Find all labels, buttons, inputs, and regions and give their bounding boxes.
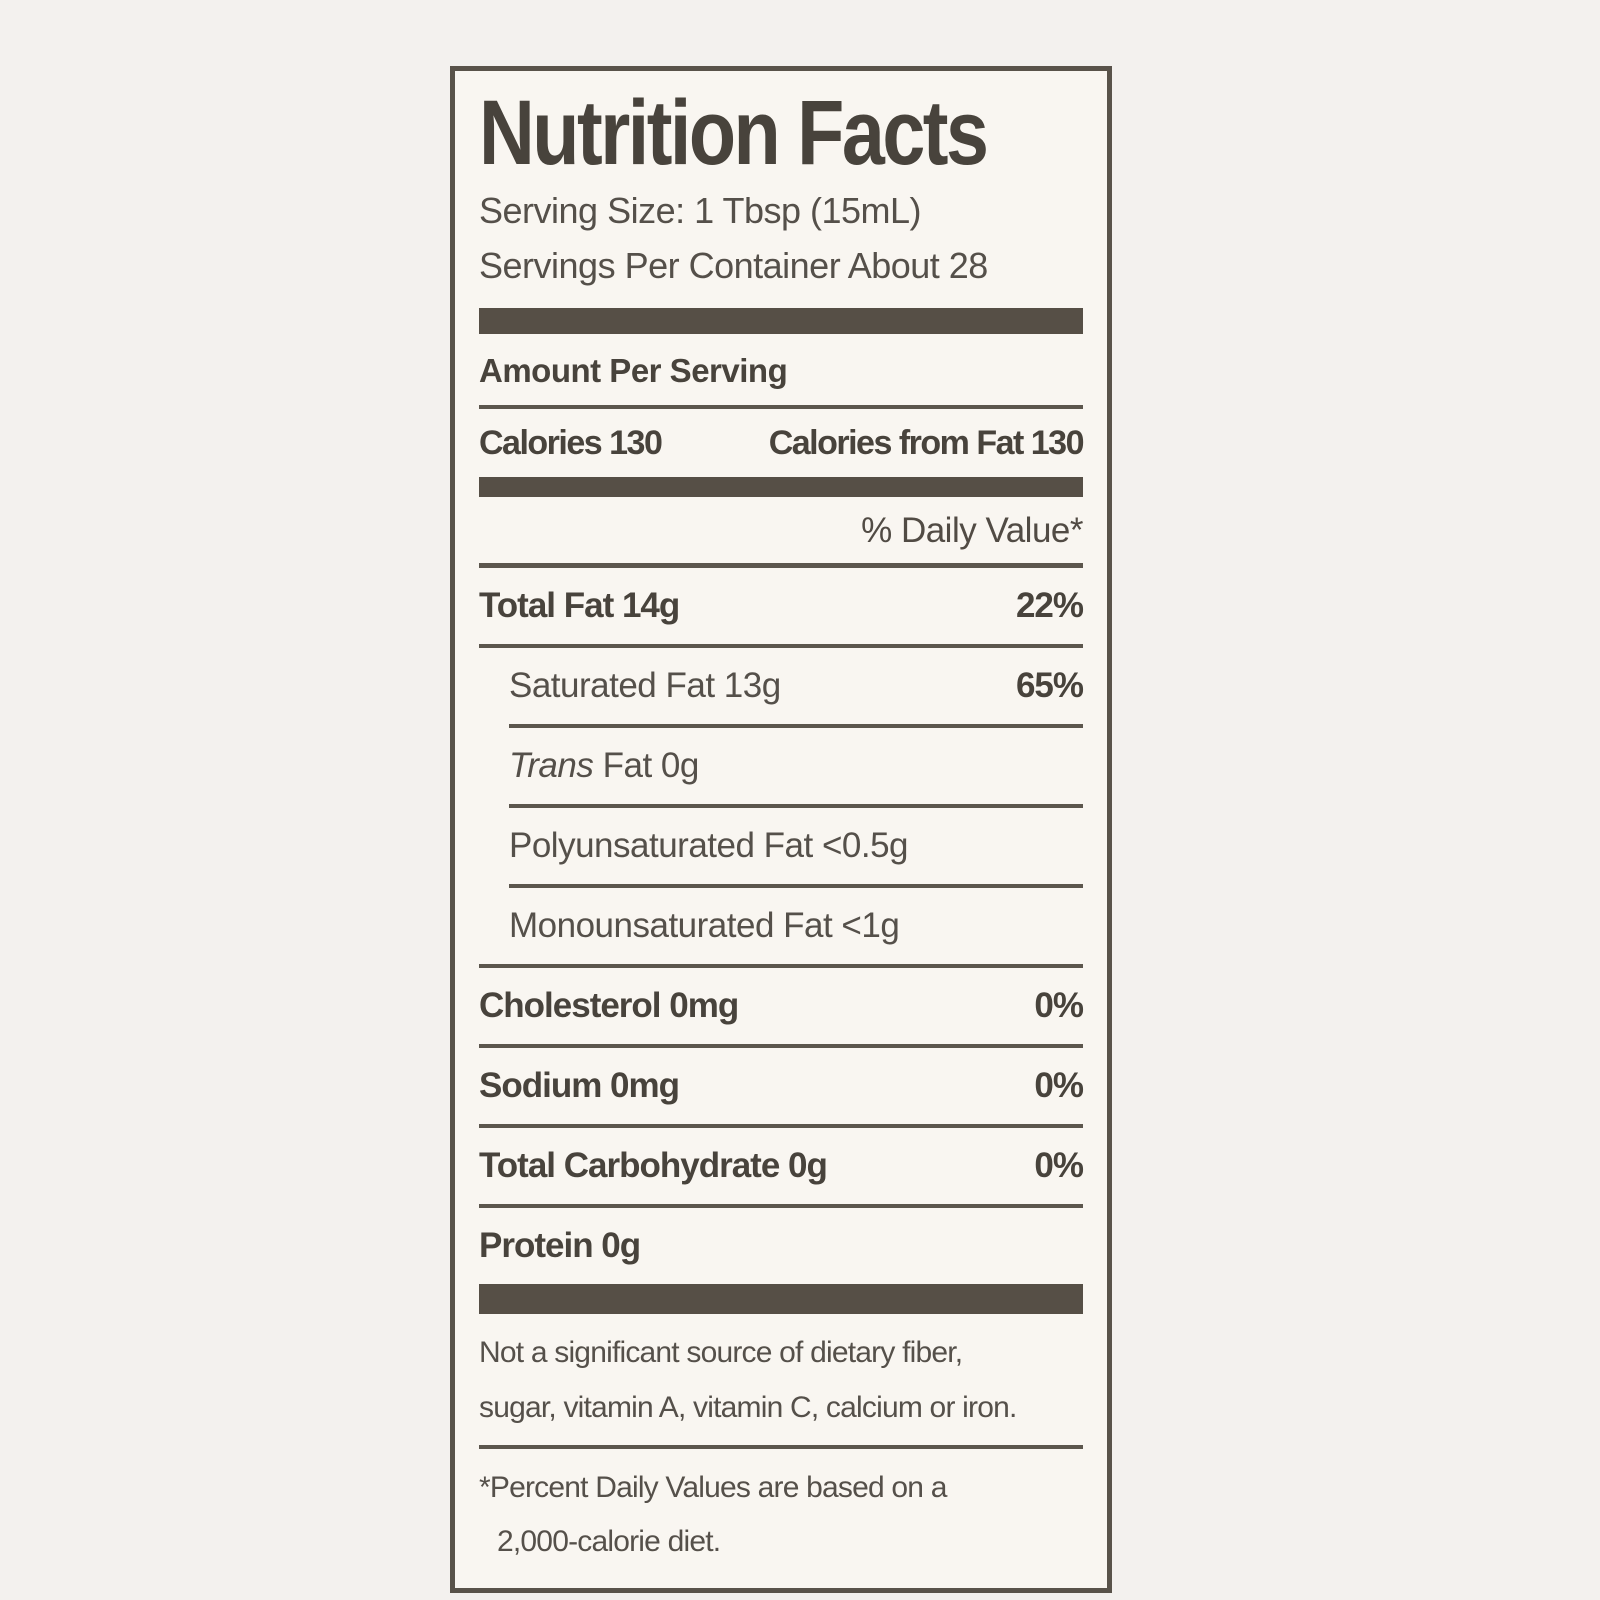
nutrient-row bbox=[479, 1204, 1083, 1284]
nutrient-row bbox=[479, 1044, 1083, 1124]
serving-size: Serving Size: 1 Tbsp (15mL) bbox=[479, 189, 922, 231]
separator-bar-thick bbox=[479, 477, 1083, 497]
nutrient-name: Sodium 0mg bbox=[479, 1066, 680, 1106]
nutrient-name: Saturated Fat 13g bbox=[509, 666, 781, 706]
nutrient-name: Protein 0g bbox=[479, 1226, 641, 1266]
nutrient-name: Cholesterol 0mg bbox=[479, 986, 739, 1026]
daily-value-header: % Daily Value* bbox=[479, 497, 1083, 568]
nutrient-row bbox=[509, 884, 1083, 964]
calories-from-fat-value: Calories from Fat 130 bbox=[768, 424, 1083, 463]
nutrient-row bbox=[509, 804, 1083, 884]
amount-per-serving-label: Amount Per Serving bbox=[479, 334, 1083, 409]
daily-value-percent: 65% bbox=[1015, 666, 1083, 706]
separator-bar-thick bbox=[479, 308, 1083, 334]
daily-value-percent: 0% bbox=[1034, 1146, 1083, 1186]
daily-value-percent: 22% bbox=[1015, 586, 1083, 626]
footnote-significance bbox=[479, 1314, 1083, 1449]
separator-bar-thick bbox=[479, 1284, 1083, 1314]
daily-value-percent: 0% bbox=[1034, 986, 1083, 1026]
nutrient-row bbox=[479, 644, 1083, 724]
nutrient-row bbox=[479, 964, 1083, 1044]
calories-row bbox=[479, 409, 1083, 477]
nutrient-row bbox=[509, 724, 1083, 804]
footnote-daily-value-line: *Percent Daily Values are based on a bbox=[479, 1471, 947, 1505]
servings-per-container: Servings Per Container About 28 bbox=[479, 245, 988, 287]
nutrient-name: Total Carbohydrate 0g bbox=[479, 1146, 827, 1186]
calories-value: Calories 130 bbox=[479, 424, 662, 463]
footnote-daily-value bbox=[479, 1449, 1083, 1570]
footnote-daily-value-line: 2,000-calorie diet. bbox=[497, 1524, 721, 1558]
footnote-significance-line: sugar, vitamin A, vitamin C, calcium or iron. bbox=[479, 1390, 1017, 1424]
daily-value-percent: 0% bbox=[1034, 1066, 1083, 1106]
nutrient-name: Trans Fat 0g bbox=[509, 746, 699, 786]
nutrient-row bbox=[479, 568, 1083, 644]
nutrient-row bbox=[479, 1124, 1083, 1204]
nutrition-facts-label bbox=[450, 66, 1112, 1593]
nutrient-name: Total Fat 14g bbox=[479, 586, 680, 626]
nutrient-name: Monounsaturated Fat <1g bbox=[509, 906, 900, 946]
footnote-significance-line: Not a significant source of dietary fiber, bbox=[479, 1336, 963, 1370]
nutrient-name: Polyunsaturated Fat <0.5g bbox=[509, 826, 909, 866]
nutrient-rows bbox=[479, 568, 1083, 1284]
nutrition-facts-title: Nutrition Facts bbox=[479, 82, 987, 184]
